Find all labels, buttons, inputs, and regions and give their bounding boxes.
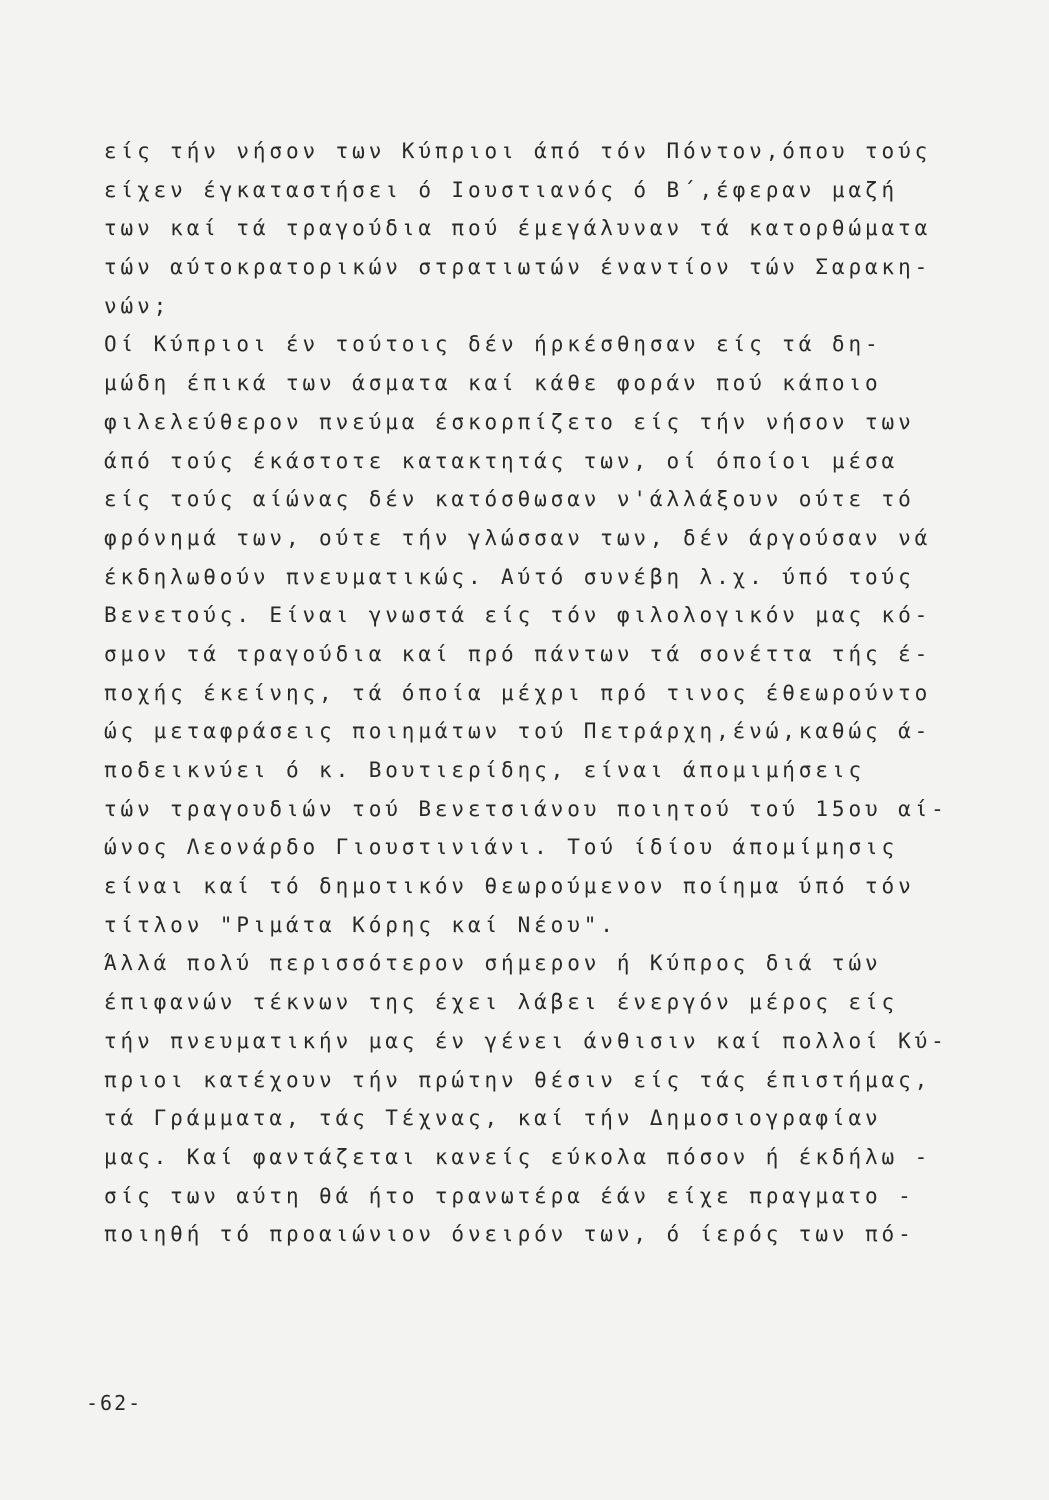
text-line: ώνος Λεονάρδο Γιουστινιάνι. Τού ίδίου άπομίμησις [104, 835, 899, 860]
text-line: είχεν έγκαταστήσει ό Ιουστιανός ό Β΄,έφεραν μαζή [104, 177, 899, 202]
text-line: φρόνημά των, ούτε τήν γλώσσαν των, δέν άργούσαν νά [104, 525, 932, 550]
text-line: είς τήν νήσον των Κύπριοι άπό τόν Πόντον,όπου τούς [104, 139, 932, 163]
text-line: νών; [104, 293, 171, 318]
text-line: ποιηθή τό προαιώνιον όνειρόν των, ό ίερός των πό- [104, 1222, 915, 1247]
text-line: Βενετούς. Είναι γνωστά είς τόν φιλολογικόν μας κό- [104, 603, 932, 628]
text-line: τίτλον "Ριμάτα Κόρης καί Νέου". [104, 912, 617, 937]
text-line: είς τούς αίώνας δέν κατόσθωσαν ν'άλλάξουν ούτε τό [104, 487, 915, 512]
text-line: σίς των αύτη θά ήτο τρανωτέρα έάν είχε πραγματο - [104, 1183, 915, 1208]
text-line: τών τραγουδιών τού Βενετσιάνου ποιητού τού 15ου αί- [104, 796, 948, 821]
text-line: των καί τά τραγούδια πού έμεγάλυναν τά κατορθώματα [104, 216, 932, 241]
text-line: μώδη έπικά των άσματα καί κάθε φοράν πού κάποιο [104, 371, 882, 396]
text-line: τήν πνευματικήν μας έν γένει άνθισιν καί πολλοί Κύ- [104, 1028, 948, 1053]
text-line: είναι καί τό δημοτικόν θεωρούμενον ποίημα ύπό τόν [104, 874, 915, 899]
text-line: έκδηλωθούν πνευματικώς. Αύτό συνέβη λ.χ. ύπό τούς [104, 564, 915, 589]
text-line: φιλελεύθερον πνεύμα έσκορπίζετο είς τήν νήσον των [104, 409, 915, 434]
text-line: τά Γράμματα, τάς Τέχνας, καί τήν Δημοσιογραφίαν [104, 1106, 882, 1131]
text-line: ποχής έκείνης, τά όποία μέχρι πρό τινος έθεωρούντο [104, 680, 932, 705]
text-line: μας. Καί φαντάζεται κανείς εύκολα πόσον ή έκδήλω - [104, 1144, 932, 1169]
body-text [104, 132, 964, 1254]
text-line: Οί Κύπριοι έν τούτοις δέν ήρκέσθησαν είς τά δη- [104, 332, 882, 357]
text-line: πριοι κατέχουν τήν πρώτην θέσιν είς τάς έπιστήμας, [104, 1067, 932, 1092]
text-line: άπό τούς έκάστοτε κατακτητάς των, οί όποίοι μέσα [104, 448, 899, 473]
text-line: Άλλά πολύ περισσότερον σήμερον ή Κύπρος διά τών [104, 951, 882, 976]
text-line: τών αύτοκρατορικών στρατιωτών έναντίον τών Σαρακη- [104, 255, 932, 280]
text-line: σμον τά τραγούδια καί πρό πάντων τά σονέττα τής έ- [104, 641, 932, 666]
text-line: ποδεικνύει ό κ. Βουτιερίδης, είναι άπομιμήσεις [104, 758, 865, 782]
text-line: έπιφανών τέκνων της έχει λάβει ένεργόν μέρος είς [104, 990, 899, 1015]
text-line: ώς μεταφράσεις ποιημάτων τού Πετράρχη,ένώ,καθώς ά- [104, 719, 932, 744]
page-number: -62- [86, 1391, 143, 1415]
